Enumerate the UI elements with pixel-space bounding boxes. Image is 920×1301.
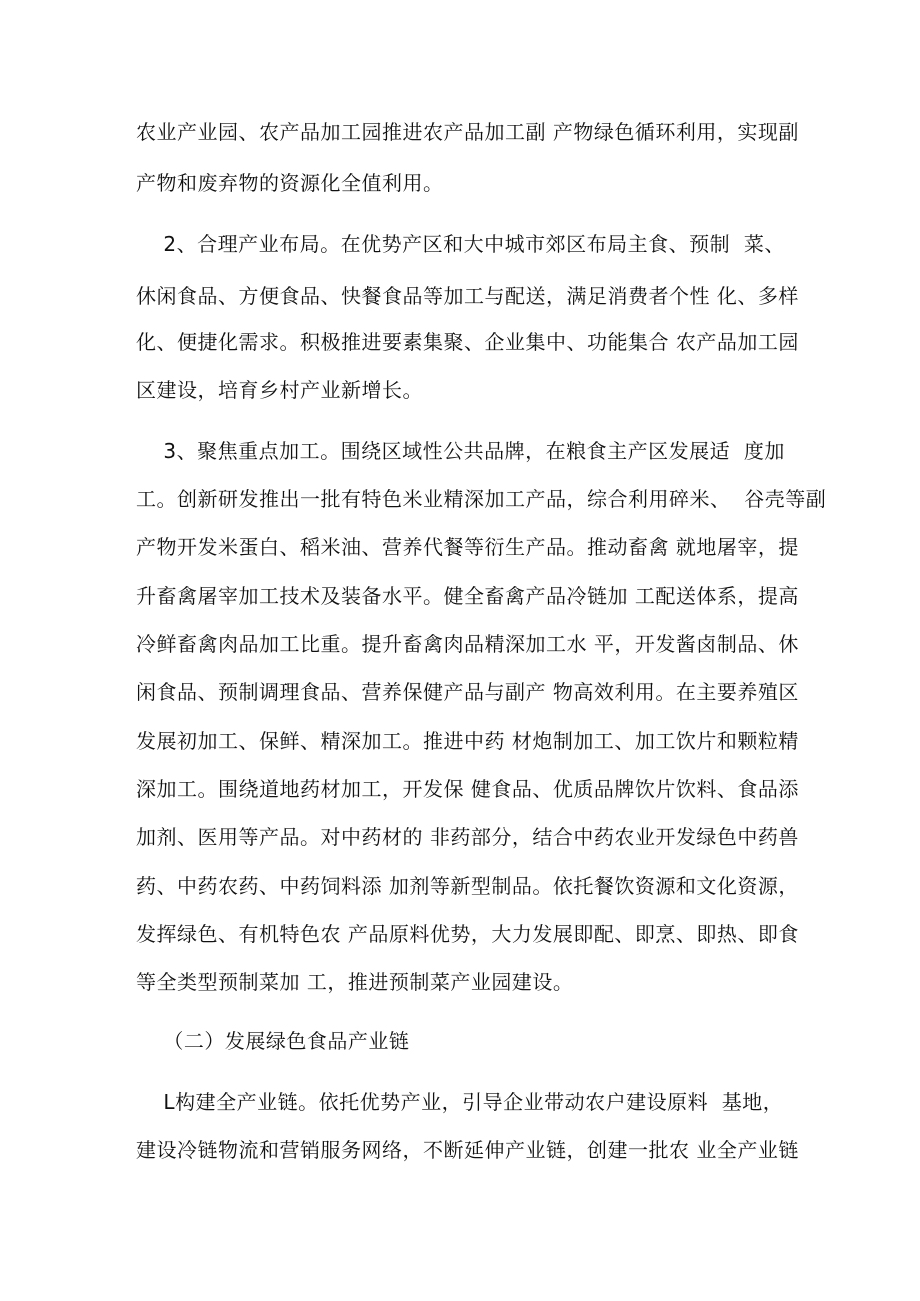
paragraph-line: 区建设，培育乡村产业新增长。 — [136, 378, 423, 402]
paragraph-line: 3、聚焦重点加工。围绕区域性公共品牌，在粮食主产区发展适 度加 — [136, 439, 785, 463]
paragraph-line: 发展初加工、保鲜、精深加工。推进中药 材炮制加工、加工饮片和颗粒精 — [136, 729, 799, 753]
paragraph-line: 2、合理产业布局。在优势产区和大中城市郊区布局主食、预制 菜、 — [136, 232, 785, 256]
paragraph-line: 升畜禽屠宰加工技术及装备水平。健全畜禽产品冷链加 工配送体系，提高 — [136, 584, 799, 608]
paragraph-line: 等全类型预制菜加 工，推进预制菜产业园建设。 — [136, 970, 574, 994]
paragraph-line: 加剂、医用等产品。对中药材的 非药部分，结合中药农业开发绿色中药兽 — [136, 825, 799, 849]
paragraph-line: L构建全产业链。依托优势产业，引导企业带动农户建设原料 基地， — [136, 1090, 784, 1114]
section-heading: （二）发展绿色食品产业链 — [136, 1029, 410, 1053]
paragraph-line: 深加工。围绕道地药材加工，开发保 健食品、优质品牌饮片饮料、食品添 — [136, 777, 799, 801]
paragraph-line: 药、中药农药、中药饲料添 加剂等新型制品。依托餐饮资源和文化资源， — [136, 874, 799, 898]
paragraph-line: 农业产业园、农产品加工园推进农产品加工副 产物绿色循环利用，实现副 — [136, 120, 799, 144]
paragraph-line: 产物开发米蛋白、稻米油、营养代餐等衍生产品。推动畜禽 就地屠宰，提 — [136, 535, 799, 559]
paragraph-line: 产物和废弃物的资源化全值利用。 — [136, 171, 444, 195]
paragraph-line: 休闲食品、方便食品、快餐食品等加工与配送，满足消费者个性 化、多样 — [136, 284, 799, 308]
paragraph-line: 工。创新研发推出一批有特色米业精深加工产品，综合利用碎米、 谷壳等副 — [136, 487, 827, 511]
paragraph-line: 冷鲜畜禽肉品加工比重。提升畜禽肉品精深加工水 平，开发酱卤制品、休 — [136, 632, 799, 656]
paragraph-line: 发挥绿色、有机特色农 产品原料优势，大力发展即配、即烹、即热、即食 — [136, 922, 799, 946]
paragraph-line: 化、便捷化需求。积极推进要素集聚、企业集中、功能集合 农产品加工园 — [136, 330, 799, 354]
paragraph-line: 建设冷链物流和营销服务网络，不断延伸产业链，创建一批农 业全产业链 — [136, 1138, 799, 1162]
paragraph-line: 闲食品、预制调理食品、营养保健产品与副产 物高效利用。在主要养殖区 — [136, 680, 799, 704]
